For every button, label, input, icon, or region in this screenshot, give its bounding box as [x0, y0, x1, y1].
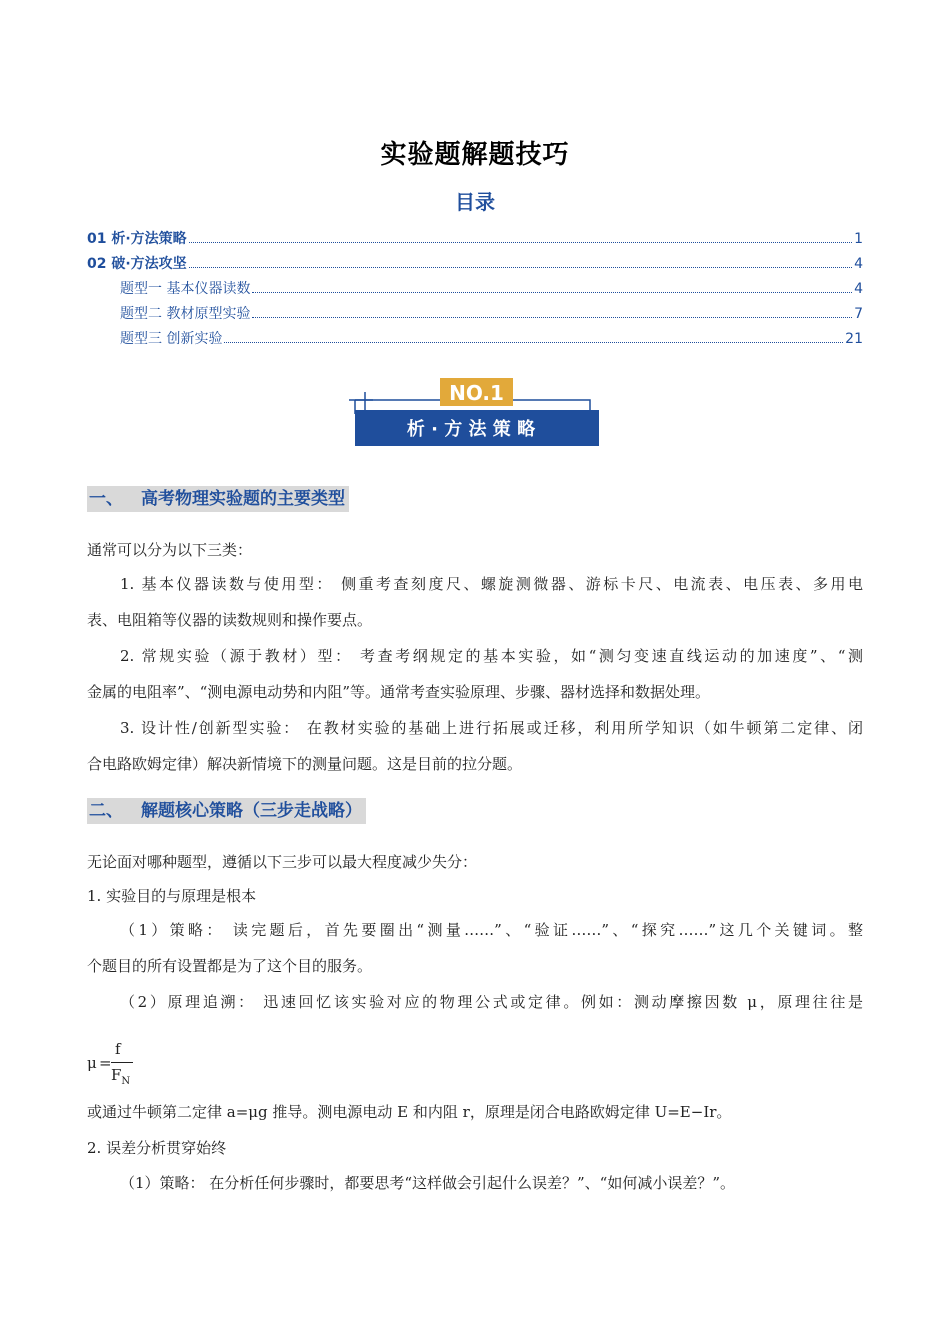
- toc-entry-page: 1: [854, 231, 863, 247]
- section-title: 解题核心策略（三步走战略）: [141, 801, 362, 821]
- paragraph: 2. 常规实验（源于教材）型： 考查考纲规定的基本实验，如“测匀变速直线运动的加速度”、“测: [120, 647, 863, 665]
- formula-mu: μ: [87, 1054, 97, 1072]
- banner-decor-left: [349, 392, 373, 410]
- section-banner: [345, 374, 605, 454]
- paragraph: 1. 实验目的与原理是根本: [87, 887, 257, 905]
- formula-denominator-base: F: [111, 1066, 122, 1084]
- paragraph: （2）原理追溯： 迅速回忆该实验对应的物理公式或定律。例如：测动摩擦因数 μ，原理往往是: [120, 993, 863, 1011]
- paragraph: 合电路欧姆定律）解决新情境下的测量问题。这是目前的拉分题。: [87, 755, 523, 773]
- toc-entry-label: 02 破·方法攻坚: [87, 256, 187, 272]
- formula-denominator: [111, 1066, 130, 1087]
- toc-leader: [224, 341, 843, 343]
- toc-leader: [252, 291, 852, 293]
- paragraph: 表、电阻箱等仪器的读数规则和操作要点。: [87, 611, 373, 629]
- formula-numerator: f: [115, 1040, 121, 1058]
- toc-entry[interactable]: [120, 328, 863, 348]
- paragraph: 或通过牛顿第二定律 a=μg 推导。测电源电动 E 和内阻 r，原理是闭合电路欧姆定律 U=E−Ir。: [87, 1103, 732, 1121]
- toc-entry-label: 题型二 教材原型实验: [120, 306, 251, 322]
- section-number: 一、: [89, 489, 123, 509]
- formula-denominator-sub: N: [121, 1076, 131, 1087]
- paragraph: 通常可以分为以下三类：: [87, 541, 253, 559]
- section-number: 二、: [89, 801, 123, 821]
- section-heading: [87, 798, 366, 824]
- toc-entry-page: 7: [854, 306, 863, 322]
- paragraph: 3. 设计性/创新型实验： 在教材实验的基础上进行拓展或迁移，利用所学知识（如牛顿第二定律、闭: [120, 719, 863, 737]
- paragraph: 无论面对哪种题型，遵循以下三步可以最大程度减少失分：: [87, 853, 478, 871]
- toc-entry-label: 题型一 基本仪器读数: [120, 281, 251, 297]
- toc-entry[interactable]: [120, 303, 863, 323]
- banner-number: NO.1: [449, 381, 504, 405]
- section-heading: [87, 486, 349, 512]
- toc-entry-page: 4: [854, 256, 863, 272]
- paragraph: （1）策略： 读完题后，首先要圈出“测量……”、“验证……”、“探究……”这几个关键词。整: [120, 921, 863, 939]
- toc-entry-label: 题型三 创新实验: [120, 331, 223, 347]
- toc-leader: [252, 316, 852, 318]
- toc-entry[interactable]: [87, 228, 863, 248]
- toc-heading: 目录: [455, 190, 495, 214]
- paragraph: 个题目的所有设置都是为了这个目的服务。: [87, 957, 373, 975]
- toc-entry[interactable]: [120, 278, 863, 298]
- toc-entry-label: 01 析·方法策略: [87, 231, 187, 247]
- toc-leader: [189, 266, 852, 268]
- toc-leader: [189, 241, 852, 243]
- fraction-bar: [111, 1062, 133, 1063]
- document-title: 实验题解题技巧: [380, 140, 570, 170]
- paragraph: 1. 基本仪器读数与使用型： 侧重考查刻度尺、螺旋测微器、游标卡尺、电流表、电压表、多用电: [120, 575, 863, 593]
- toc-entry-page: 21: [845, 331, 863, 347]
- toc-entry-page: 4: [854, 281, 863, 297]
- paragraph: 2. 误差分析贯穿始终: [87, 1139, 227, 1157]
- paragraph: 金属的电阻率”、“测电源电动势和内阻”等。通常考查实验原理、步骤、器材选择和数据处理。: [87, 683, 711, 701]
- section-title: 高考物理实验题的主要类型: [141, 489, 345, 509]
- toc-entry[interactable]: [87, 253, 863, 273]
- paragraph: （1）策略： 在分析任何步骤时，都要思考“这样做会引起什么误差？”、“如何减小误差？”。: [120, 1174, 735, 1192]
- banner-text: 析 · 方 法 策 略: [406, 419, 536, 440]
- formula-equals: =: [99, 1054, 112, 1072]
